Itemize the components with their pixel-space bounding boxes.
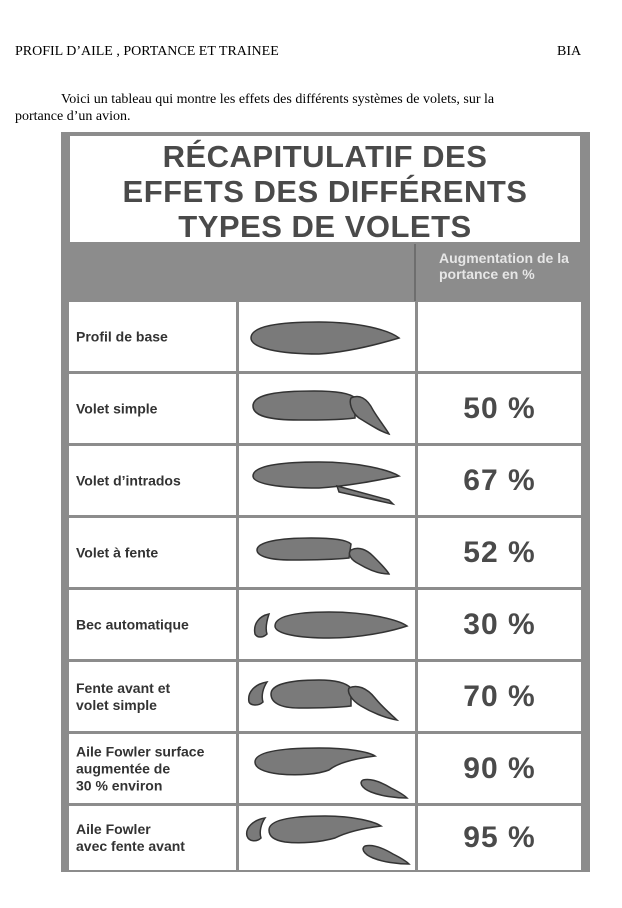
row-value-cell <box>418 734 581 803</box>
row-label-cell <box>69 302 236 371</box>
row-value-cell <box>418 590 581 659</box>
row-label-cell <box>69 374 236 443</box>
row-value-cell <box>418 518 581 587</box>
row-label: Fente avant et volet simple <box>76 679 171 713</box>
row-label-cell <box>69 518 236 587</box>
row-label-cell <box>69 662 236 731</box>
row-diagram-cell <box>239 302 415 371</box>
row-label: Volet à fente <box>76 544 159 560</box>
page-header-code: BIA <box>557 44 582 59</box>
row-diagram-cell <box>239 374 415 443</box>
flap-effects-table <box>61 132 590 872</box>
lift-increase-column-header: Augmentation de la portance en % <box>439 250 569 282</box>
row-label: Volet simple <box>76 400 158 416</box>
intro-line-1: Voici un tableau qui montre les effets des différents systèmes de volets, sur la <box>61 92 495 107</box>
slotted-flap-icon <box>239 518 415 587</box>
lift-increase-value: 67 % <box>463 463 536 497</box>
intro-paragraph <box>15 91 575 125</box>
table-row <box>69 806 581 870</box>
lift-increase-value: 50 % <box>463 391 536 425</box>
table-row <box>69 374 581 443</box>
table-row <box>69 518 581 587</box>
row-value-cell <box>418 662 581 731</box>
lift-increase-value: 90 % <box>463 751 536 785</box>
table-title <box>70 136 580 242</box>
table-title-line-3: TYPES DE VOLETS <box>178 209 472 244</box>
row-label: Aile Fowler avec fente avant <box>76 821 185 854</box>
fowler-flap-with-slat-icon <box>239 806 415 870</box>
row-diagram-cell <box>239 446 415 515</box>
base-airfoil-icon <box>239 302 415 371</box>
table-title-line-1: RÉCAPITULATIF DES <box>162 139 488 174</box>
lift-increase-value: 52 % <box>463 535 536 569</box>
table-row <box>69 590 581 659</box>
row-value-cell <box>418 374 581 443</box>
row-label: Profil de base <box>76 328 168 344</box>
page-header-title: PROFIL D’AILE , PORTANCE ET TRAINEE <box>15 44 279 59</box>
row-diagram-cell <box>239 518 415 587</box>
row-label-cell <box>69 590 236 659</box>
row-value-cell <box>418 302 581 371</box>
leading-edge-slat-icon <box>239 590 415 659</box>
row-diagram-cell <box>239 590 415 659</box>
row-value-cell <box>418 446 581 515</box>
header-divider <box>414 244 416 301</box>
row-label: Volet d’intrados <box>76 472 181 488</box>
slat-and-plain-flap-icon <box>239 662 415 731</box>
row-value-cell <box>418 806 581 870</box>
row-label-cell <box>69 806 236 870</box>
intro-line-2: portance d’un avion. <box>15 109 131 124</box>
lift-increase-value: 70 % <box>463 679 536 713</box>
row-diagram-cell <box>239 734 415 803</box>
row-label-cell <box>69 446 236 515</box>
row-label-cell <box>69 734 236 803</box>
table-row <box>69 302 581 371</box>
table-row <box>69 446 581 515</box>
split-flap-icon <box>239 446 415 515</box>
fowler-flap-icon <box>239 734 415 803</box>
row-label: Bec automatique <box>76 616 189 632</box>
row-diagram-cell <box>239 806 415 870</box>
table-title-line-2: EFFETS DES DIFFÉRENTS <box>122 174 528 209</box>
lift-increase-value: 30 % <box>463 607 536 641</box>
row-label: Aile Fowler surface augmentée de 30 % environ <box>76 743 205 793</box>
table-row <box>69 734 581 803</box>
row-diagram-cell <box>239 662 415 731</box>
table-row <box>69 662 581 731</box>
lift-increase-value: 95 % <box>463 821 536 854</box>
plain-flap-icon <box>239 374 415 443</box>
